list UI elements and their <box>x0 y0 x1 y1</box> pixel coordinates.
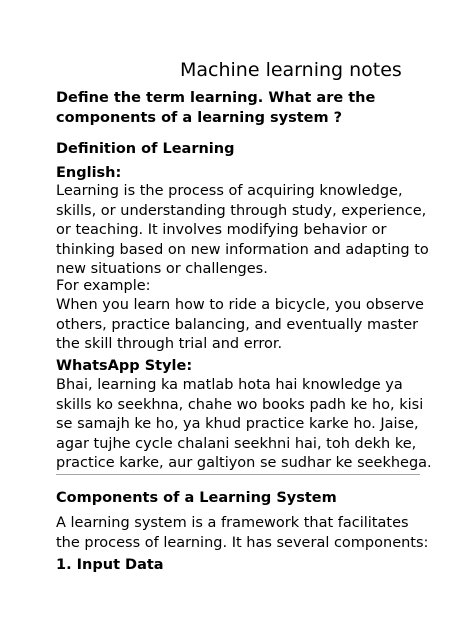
document-title: Machine learning notes <box>180 59 402 81</box>
definition-heading: Definition of Learning <box>56 141 235 157</box>
example-label: For example: <box>56 278 151 294</box>
components-intro-paragraph: A learning system is a framework that facilitates the process of learning. It has several components: <box>56 515 429 551</box>
example-paragraph: When you learn how to ride a bicycle, you observe others, practice balancing, and eventually master the skill through trial and error. <box>56 297 424 352</box>
components-heading: Components of a Learning System <box>56 490 337 506</box>
section-divider <box>56 474 420 475</box>
whatsapp-label: WhatsApp Style: <box>56 358 193 374</box>
question-heading: Define the term learning. What are the components of a learning system ? <box>56 90 376 126</box>
english-label: English: <box>56 165 122 181</box>
input-data-heading: 1. Input Data <box>56 557 164 573</box>
english-paragraph: Learning is the process of acquiring knowledge, skills, or understanding through study, experience, or teaching. It involves modifying behavior or thinking based on new information and adapting to new situations or challenges. <box>56 183 429 277</box>
whatsapp-paragraph: Bhai, learning ka matlab hota hai knowledge ya skills ko seekhna, chahe wo books padh ke ho, kisi se samajh ke ho, ya khud practice karke ho. Jaise, agar tujhe cycle chalani seekhni hai, toh dekh ke, practice karke, aur galtiyon se sudhar ke seekhega. <box>56 377 432 471</box>
